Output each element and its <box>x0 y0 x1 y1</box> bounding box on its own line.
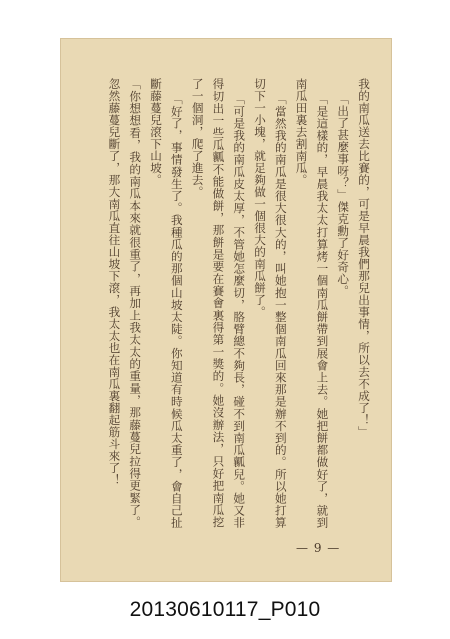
paragraph-5: 「可是我的南瓜皮太厚，不管她怎麼切，胳臂總不夠長，碰不到南瓜瓤兒。她又非得切出一些瓜瓤不能做餅，那餅是要在賽會裏得第一獎的。她沒辦法，只好把南瓜挖了一個洞，爬了進去。 <box>190 78 247 528</box>
paragraph-4: 「當然我的南瓜是很大很大的，叫她抱一整個南瓜回來那是辦不到的。所以她打算切下一小塊，就足夠做一個很大的南瓜餅了。 <box>253 78 288 528</box>
image-caption: 20130610117_P010 <box>129 598 321 621</box>
paragraph-7: 「你想想看，我的南瓜本來就很重了，再加上我太太的重量，那藤蔓兒拉得更緊了。忽然藤蔓兒斷了，那大南瓜直往山坡下滾，我太太也在南瓜裏翻起筋斗來了！ <box>107 78 143 528</box>
paragraph-3: 「是這樣的，早晨我太太打算烤一個南瓜餅帶到展會上去。她把餅都做好了，就到南瓜田裏去割南瓜。 <box>294 78 330 528</box>
paragraph-2: 「出了甚麼事呀？」傑克勳了好奇心。 <box>336 92 351 297</box>
paragraph-1: 我的南瓜送去比賽的，可是早晨我們那兒出事情，所以去不成了！」 <box>357 78 371 438</box>
page-number: — 9 — <box>296 541 341 555</box>
paragraph-6: 「好了，事情發生了。我種瓜的那個山坡太陡。你知道有時候瓜太重了，會自己扯斷藤蔓兒滾下山坡。 <box>149 78 184 528</box>
vertical-text-body <box>78 78 374 528</box>
book-page <box>60 38 392 582</box>
